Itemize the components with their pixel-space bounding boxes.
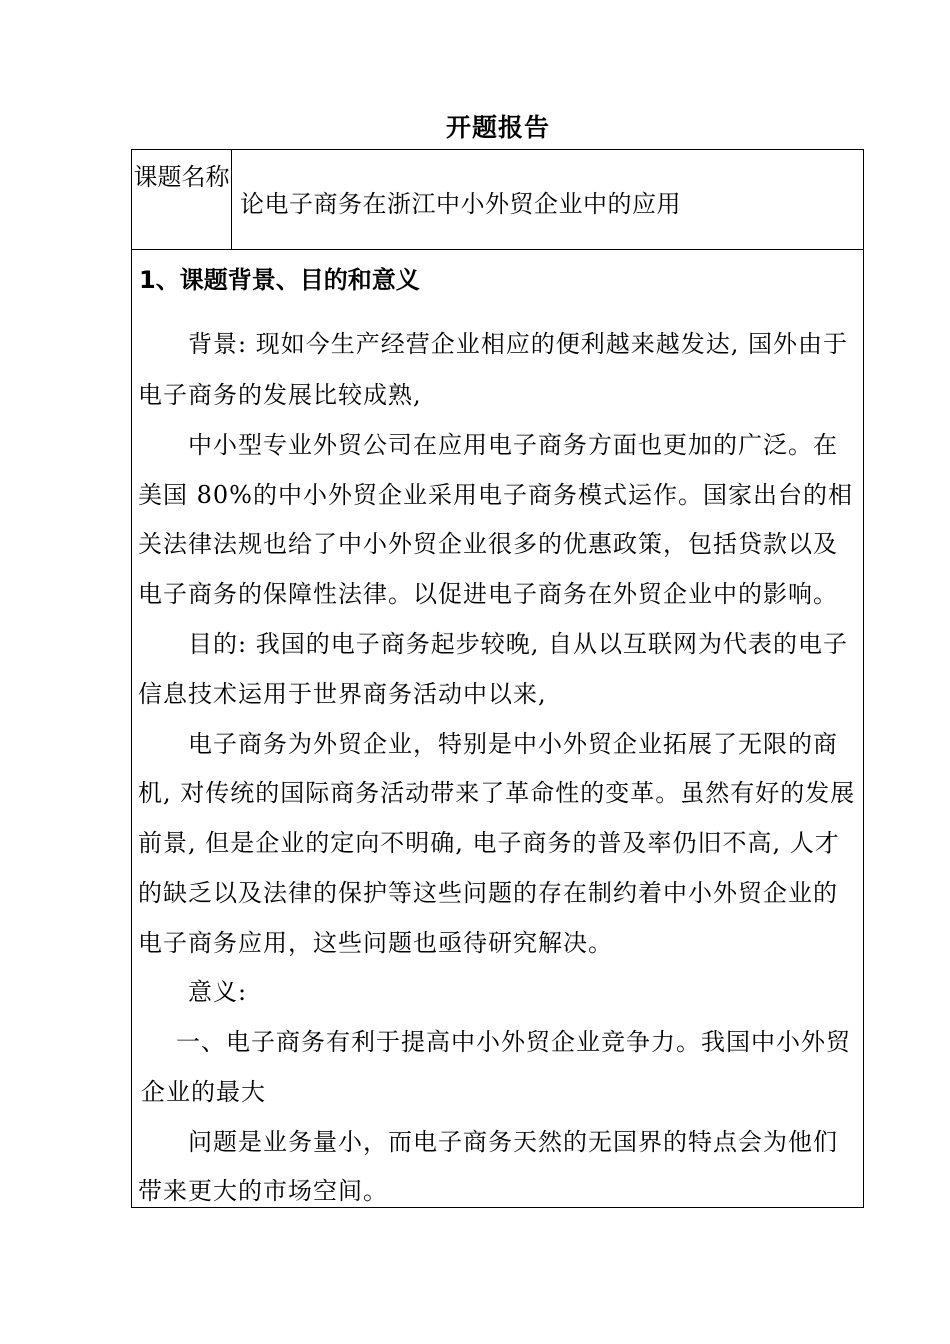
document-title: 开题报告 bbox=[445, 113, 550, 142]
paragraph-line: 电子商务的保障性法律。以促进电子商务在外贸企业中的影响。 bbox=[138, 580, 838, 608]
paragraph-line: 背景: 现如今生产经营企业相应的便利越来越发达, 国外由于 bbox=[188, 330, 848, 358]
paragraph-line: 电子商务为外贸企业，特别是中小外贸企业拓展了无限的商 bbox=[188, 730, 838, 758]
topic-row bbox=[132, 150, 863, 250]
paragraph-line: 企业的最大 bbox=[141, 1078, 266, 1106]
topic-label-cell bbox=[132, 150, 232, 249]
paragraph-line: 中小型专业外贸公司在应用电子商务方面也更加的广泛。在 bbox=[188, 431, 838, 459]
paragraph-line: 电子商务的发展比较成熟, bbox=[138, 381, 422, 409]
paragraph-line: 一、电子商务有利于提高中小外贸企业竞争力。我国中小外贸 bbox=[176, 1028, 851, 1056]
topic-value: 论电子商务在浙江中小外贸企业中的应用 bbox=[240, 190, 681, 218]
report-table bbox=[131, 149, 864, 1208]
paragraph-line: 带来更大的市场空间。 bbox=[138, 1177, 388, 1205]
paragraph-line: 美国 80%的中小外贸企业采用电子商务模式运作。国家出台的相 bbox=[138, 481, 853, 509]
paragraph-line: 的缺乏以及法律的保护等这些问题的存在制约着中小外贸企业的 bbox=[138, 879, 838, 907]
paragraph-line: 电子商务应用，这些问题也亟待研究解决。 bbox=[138, 929, 613, 957]
paragraph-line: 机, 对传统的国际商务活动带来了革命性的变革。虽然有好的发展 bbox=[138, 779, 856, 807]
paragraph-line: 目的: 我国的电子商务起步较晚, 自从以互联网为代表的电子 bbox=[188, 630, 848, 658]
paragraph-line: 信息技术运用于世界商务活动中以来, bbox=[138, 680, 547, 708]
section-heading: 1、课题背景、目的和意义 bbox=[139, 266, 420, 294]
paragraph-line: 前景, 但是企业的定向不明确, 电子商务的普及率仍旧不高, 人才 bbox=[138, 829, 840, 857]
topic-label: 课题名称 bbox=[133, 163, 230, 191]
paragraph-line: 关法律法规也给了中小外贸企业很多的优惠政策，包括贷款以及 bbox=[138, 530, 838, 558]
paragraph-line: 问题是业务量小，而电子商务天然的无国界的特点会为他们 bbox=[188, 1128, 838, 1156]
paragraph-line: 意义: bbox=[188, 978, 248, 1006]
